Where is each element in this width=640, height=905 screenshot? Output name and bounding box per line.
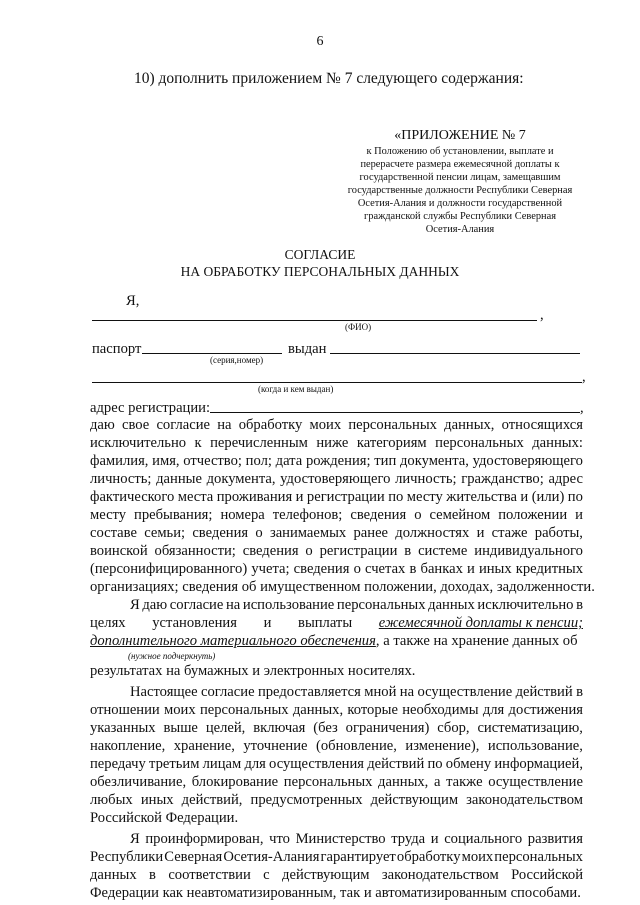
para3-line	[90, 755, 583, 773]
passport-series-field[interactable]	[142, 353, 282, 354]
word: месту	[406, 489, 443, 505]
word: в	[149, 867, 156, 883]
word: в	[404, 543, 412, 559]
word: кредитных	[515, 561, 583, 577]
para4-words-line	[90, 866, 583, 884]
word: систематизацию,	[477, 720, 583, 736]
word: ограничения)	[345, 720, 430, 736]
word: в	[409, 561, 417, 577]
word: для	[482, 702, 505, 718]
para3-line	[90, 791, 583, 809]
word: по	[427, 756, 443, 772]
para1-line	[90, 506, 583, 524]
word: Настоящее	[130, 684, 198, 700]
word: (обновление,	[316, 738, 397, 754]
word: по	[567, 489, 583, 505]
word: и	[575, 507, 583, 523]
word: моих	[309, 417, 342, 433]
word: обмену	[445, 756, 492, 772]
word: дата	[275, 453, 303, 469]
word: проинформирован,	[145, 831, 264, 847]
word: удостоверяющего	[280, 471, 391, 487]
word: блокирование	[191, 774, 279, 790]
word: пребывания;	[134, 507, 213, 523]
word: относящихся	[501, 417, 583, 433]
word: и	[520, 489, 529, 505]
option-additional-support[interactable]: дополнительного материального обеспечения	[90, 633, 376, 649]
word: о	[255, 525, 263, 541]
word: в	[576, 684, 583, 700]
word: которые	[347, 702, 398, 718]
word: включая	[253, 720, 306, 736]
word: необходимы	[402, 702, 479, 718]
para1-line	[90, 470, 583, 488]
para1-last-line: организациях; сведения об имущественном положении, доходах, задолженности.	[90, 579, 595, 595]
word: исключительно	[90, 435, 187, 451]
word: персональных	[283, 774, 373, 790]
word: персональных	[494, 849, 583, 865]
appendix-line: к Положению об установлении, выплате и	[366, 146, 554, 157]
issued-details-field[interactable]	[92, 382, 582, 383]
para2-line: результатах на бумажных и электронных носителях.	[90, 663, 416, 679]
fio-caption: (ФИО)	[345, 322, 372, 332]
word: тип	[374, 453, 397, 469]
word: и	[295, 489, 304, 505]
word: действующим	[370, 792, 459, 808]
word: осуществление	[488, 774, 583, 790]
address-field[interactable]	[210, 412, 580, 413]
word: персональных	[199, 702, 289, 718]
series-caption: (серия,номер)	[210, 355, 264, 365]
word: мной	[364, 684, 397, 700]
word: труда	[391, 831, 426, 847]
word: должностях	[395, 525, 470, 541]
word: предусмотренных	[250, 792, 363, 808]
word: сведения	[242, 543, 299, 559]
word: работы,	[534, 525, 583, 541]
appendix-line: перерасчете размера ежемесячной доплаты к	[360, 159, 560, 170]
word: данных:	[532, 435, 583, 451]
word: банках	[420, 561, 463, 577]
word: места	[177, 489, 214, 505]
word: и	[476, 525, 485, 541]
word: даю	[90, 417, 115, 433]
word: законодательством	[381, 867, 499, 883]
word: действующим	[282, 867, 370, 883]
para1-line	[90, 452, 583, 470]
word: выше	[163, 720, 198, 736]
word: телефонов;	[272, 507, 343, 523]
word: личность;	[395, 471, 457, 487]
word: категориям	[356, 435, 427, 451]
issued-label: выдан	[288, 341, 327, 357]
appendix-line: государственные должности Республики Северная	[347, 185, 573, 196]
appendix-line: Осетия-Алания и должности государственной	[357, 198, 563, 209]
word: установления	[152, 615, 237, 631]
word: номера	[220, 507, 265, 523]
para3-line	[90, 773, 583, 791]
issued-comma: ,	[582, 369, 586, 385]
word: социального	[444, 831, 523, 847]
word: проживания	[216, 489, 293, 505]
para4-last-line: Федерации как неавтоматизированным, так и автоматизированным способами.	[90, 885, 581, 901]
word: законодательством	[466, 792, 583, 808]
word: указанных	[90, 720, 156, 736]
word: данных	[90, 867, 137, 883]
para4-line	[90, 848, 583, 866]
word: Осетия-Алания	[223, 849, 320, 865]
word: к	[194, 435, 202, 451]
word: выплаты	[298, 615, 353, 631]
word: Я	[130, 597, 140, 613]
word: достижения	[508, 702, 583, 718]
word: лицам	[202, 756, 242, 772]
fio-field[interactable]	[92, 320, 537, 321]
para1-line	[90, 488, 583, 506]
word: передачу	[90, 756, 146, 772]
word: также	[446, 774, 483, 790]
para2-purpose-line	[90, 614, 583, 632]
word: согласие	[201, 684, 255, 700]
word: жительства	[446, 489, 517, 505]
word: моих	[164, 702, 196, 718]
word: (или)	[531, 489, 565, 505]
word: стаже	[491, 525, 528, 541]
word: обязанности;	[154, 543, 236, 559]
word: Российской	[511, 867, 583, 883]
word: занимаемых	[269, 525, 347, 541]
word: учета;	[251, 561, 290, 577]
word: отношении	[90, 702, 160, 718]
appendix-line: Осетия-Алания	[425, 224, 495, 235]
para1-line	[90, 560, 583, 578]
word: целей,	[205, 720, 246, 736]
word: иных	[478, 561, 512, 577]
word: составе	[90, 525, 137, 541]
word: сведения	[350, 507, 407, 523]
word: Северная	[164, 849, 223, 865]
appendix-heading: «ПРИЛОЖЕНИЕ № 7	[394, 128, 526, 143]
word: использование	[242, 597, 335, 613]
word: моих	[461, 849, 494, 865]
underline-caption: (нужное подчеркнуть)	[128, 651, 216, 661]
para1-line	[90, 416, 583, 434]
word: сведения	[293, 561, 350, 577]
word: ниже	[316, 435, 349, 451]
word: и	[263, 615, 272, 631]
word: индивидуального	[474, 543, 583, 559]
word: исключительно	[477, 597, 574, 613]
i-label: Я,	[126, 293, 140, 309]
word: системе	[418, 543, 468, 559]
word: гражданство;	[461, 471, 544, 487]
word: данных,	[444, 417, 495, 433]
appendix-line: гражданской службы Республики Северная	[364, 211, 556, 222]
word: о	[353, 561, 361, 577]
word: информацией,	[494, 756, 583, 772]
word: обработку	[396, 849, 461, 865]
word: осуществления	[269, 756, 365, 772]
word: персональных	[348, 417, 437, 433]
word: предоставляется	[257, 684, 361, 700]
issued-field[interactable]	[330, 353, 580, 354]
word: осуществление	[417, 684, 513, 700]
para3-line	[90, 737, 583, 755]
word: отчество;	[183, 453, 242, 469]
appendix-line: государственной пенсии лицам, замещавшим	[359, 172, 561, 183]
word: действий,	[181, 792, 243, 808]
word: действий	[515, 684, 573, 700]
word: на	[217, 417, 232, 433]
document-title	[0, 246, 640, 280]
word: свое	[122, 417, 150, 433]
address-label: адрес регистрации:	[90, 400, 211, 416]
word: счетах	[365, 561, 406, 577]
word: документа,	[399, 453, 469, 469]
issued-caption: (когда и кем выдан)	[258, 384, 334, 394]
word: сбор,	[437, 720, 470, 736]
word: документа,	[206, 471, 276, 487]
word: даю	[142, 597, 168, 613]
para3-line	[90, 719, 583, 737]
word: данных,	[378, 774, 429, 790]
para1-line	[90, 434, 583, 452]
word: (персонифицированного)	[90, 561, 248, 577]
word: и	[430, 831, 439, 847]
para3-line	[90, 701, 583, 719]
word: семьи;	[144, 525, 186, 541]
word: уточнение	[243, 738, 308, 754]
word: использование,	[487, 738, 583, 754]
word: развития	[527, 831, 583, 847]
word: обработку	[238, 417, 303, 433]
word: данных,	[292, 702, 344, 718]
word: ранее	[353, 525, 389, 541]
word: что	[269, 831, 290, 847]
appendix-header	[330, 127, 590, 236]
word: о	[414, 507, 422, 523]
word: согласие	[169, 597, 224, 613]
word: личность;	[90, 471, 152, 487]
word: хранение,	[173, 738, 235, 754]
word: перечисленным	[210, 435, 308, 451]
word: на	[225, 597, 241, 613]
word: положении	[498, 507, 568, 523]
word: третьим	[149, 756, 200, 772]
word: сведения	[192, 525, 249, 541]
word: адрес	[548, 471, 583, 487]
word: гарантирует	[320, 849, 396, 865]
word: семейном	[429, 507, 491, 523]
passport-label: паспорт	[92, 341, 142, 357]
word: имя,	[152, 453, 180, 469]
word: любых	[90, 792, 133, 808]
word: Министерство	[295, 831, 386, 847]
para2-line3-rest: , а также на хранение данных об	[375, 633, 578, 649]
word: для	[244, 756, 266, 772]
para2-line3	[90, 632, 578, 650]
word: а	[433, 774, 441, 790]
word: о	[305, 543, 313, 559]
page-number: 6	[316, 34, 324, 49]
word: персональных	[336, 597, 426, 613]
word: фактического	[90, 489, 175, 505]
word: по	[388, 489, 404, 505]
word: удостоверяющего	[472, 453, 583, 469]
word: данные	[156, 471, 202, 487]
word: регистрации	[319, 543, 398, 559]
word: Я	[130, 831, 140, 847]
para1-line	[90, 542, 583, 560]
para3-last-line: Российской Федерации.	[90, 810, 239, 826]
word: фамилия,	[90, 453, 149, 469]
word: изменение),	[405, 738, 480, 754]
word: (без	[313, 720, 338, 736]
word: действий	[367, 756, 425, 772]
intro-line: 10) дополнить приложением № 7 следующего содержания:	[134, 70, 524, 87]
word: воинской	[90, 543, 148, 559]
para3-line	[130, 683, 583, 701]
word: и	[467, 561, 475, 577]
word: в	[576, 597, 583, 613]
word: соответствии	[168, 867, 251, 883]
word: данных	[428, 597, 475, 613]
title-line: НА ОБРАБОТКУ ПЕРСОНАЛЬНЫХ ДАННЫХ	[180, 264, 460, 279]
word: Республики	[90, 849, 164, 865]
word: согласие	[156, 417, 210, 433]
option-monthly-supplement[interactable]: ежемесячной доплаты к пенсии;	[378, 615, 583, 631]
para1-line	[90, 524, 583, 542]
word: рождения;	[305, 453, 371, 469]
word: целях	[90, 615, 126, 631]
word: обезличивание,	[90, 774, 187, 790]
word: пол;	[245, 453, 272, 469]
address-comma: ,	[580, 400, 584, 416]
word: регистрации	[306, 489, 385, 505]
word: на	[399, 684, 415, 700]
word: накопление,	[90, 738, 166, 754]
word: иных	[140, 792, 174, 808]
title-line: СОГЛАСИЕ	[284, 247, 356, 262]
para2-line	[130, 596, 583, 614]
word: с	[263, 867, 270, 883]
para4-line	[130, 830, 583, 848]
word: персональных	[435, 435, 524, 451]
word: месту	[90, 507, 127, 523]
fio-comma: ,	[540, 307, 544, 323]
